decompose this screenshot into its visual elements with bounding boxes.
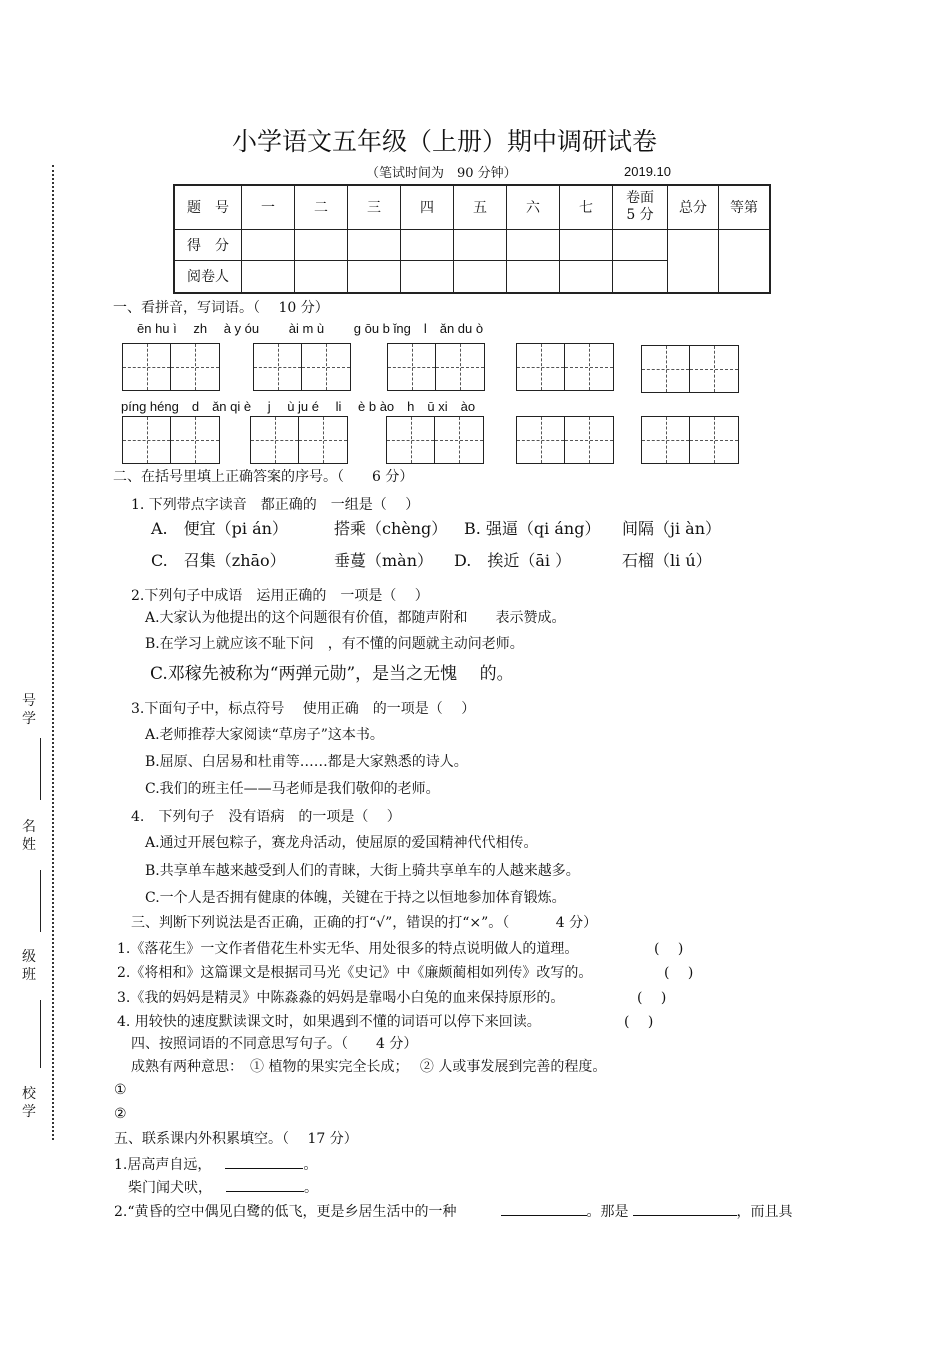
exam-date: 2019.10 [624,164,671,179]
score-cell[interactable] [613,229,668,260]
q2-3-option-b: B.屈原、白居易和杜甫等……都是大家熟悉的诗人。 [145,754,468,770]
judge-paren-1[interactable]: ( ) [654,941,684,957]
reviewer-cell[interactable] [401,260,454,293]
fill-blank[interactable] [225,1154,303,1169]
header-q3: 三 [348,185,401,229]
header-q5: 五 [454,185,507,229]
score-cell[interactable] [295,229,348,260]
judge-item-3: 3.《我的妈妈是精灵》中陈淼淼的妈妈是靠喝小白兔的血来保持原形的。 [117,990,565,1006]
fill-2-text: 2.“黄昏的空中偶见白鹭的低飞，更是乡居生活中的一种 [114,1204,457,1220]
reviewer-cell[interactable] [507,260,560,293]
q2-2-option-a: A.大家认为他提出的这个问题很有价值，都随声附和 表示赞成。 [145,610,566,626]
side-line-student-number [40,738,41,800]
score-cell[interactable] [242,229,295,260]
writing-grid[interactable] [516,416,614,464]
section3-title: 三、判断下列说法是否正确，正确的打“√”，错误的打“×”。（ 4 分） [131,915,598,931]
writing-grid[interactable] [122,416,220,464]
q2-4-option-c: C.一个人是否拥有健康的体魄，关键在于持之以恒地参加体育锻炼。 [145,890,566,906]
q2-4-option-a: A.通过开展包粽子，赛龙舟活动，使屈原的爱国精神代代相传。 [145,835,538,851]
side-label-name: 名 姓 [22,819,36,853]
writing-grid[interactable] [641,416,739,464]
fill-2 [114,1201,793,1221]
section2-title: 二、在括号里填上正确答案的序号。（ 6 分） [113,469,414,485]
fill-blank[interactable] [633,1201,737,1216]
header-q7: 七 [560,185,613,229]
reviewer-cell[interactable] [348,260,401,293]
reviewer-cell[interactable] [454,260,507,293]
q2-2-option-c: C.邓稼先被称为“两弹元勋”，是当之无愧 的。 [150,664,514,684]
q2-1-option-a2: 搭乘（chèng） [334,519,448,538]
header-total: 总分 [668,185,719,229]
score-cell[interactable] [560,229,613,260]
side-label-class: 级 班 [22,949,36,983]
fill-period: 。 [304,1180,318,1196]
writing-grid[interactable] [516,343,614,391]
writing-grid[interactable] [122,343,220,391]
score-table [173,184,771,294]
q2-3-option-c: C.我们的班主任——马老师是我们敬仰的老师。 [145,781,440,797]
grade-cell[interactable] [719,229,771,293]
q2-1-option-d1: D. 挨近（āi ） [454,551,572,570]
score-cell[interactable] [401,229,454,260]
total-cell[interactable] [668,229,719,293]
side-label-student-number: 号 学 [22,693,36,727]
judge-item-2: 2.《将相和》这篇课文是根据司马光《史记》中《廉颇蔺相如列传》改写的。 [117,965,593,981]
writing-grid[interactable] [641,345,739,393]
reviewer-cell[interactable] [242,260,295,293]
section4-meanings: 成熟有两种意思： ① 植物的果实完全长成； ② 人或事发展到完善的程度。 [131,1059,607,1075]
fill-1b [128,1177,318,1197]
writing-grid[interactable] [250,416,348,464]
row-reviewer-label: 阅卷人 [174,260,242,293]
q2-1-option-b1: B. 强逼（qi áng） [464,519,601,538]
page-title: 小学语文五年级（上册）期中调研试卷 [232,127,658,156]
binding-dotted-line [52,165,54,1140]
fill-1a-text: 1.居高声自远， [114,1157,212,1173]
exam-duration: （笔试时间为 90 分钟） [366,166,517,181]
q2-3-option-a: A.老师推荐大家阅读“草房子”这本书。 [145,727,384,743]
writing-grid[interactable] [386,416,484,464]
side-label-school: 校 学 [22,1086,36,1120]
fill-blank[interactable] [501,1201,587,1216]
header-q1: 一 [242,185,295,229]
pinyin-row-1: ēn hu ì zh à y óu ài m ù g ōu b ǐng l ǎn du ò [137,321,484,336]
header-q6: 六 [507,185,560,229]
judge-paren-4[interactable]: ( ) [624,1014,654,1030]
pinyin-row-2: píng héng d ǎn qi è j ù ju é li è b ào h ū xi ào [121,399,476,414]
q2-1-option-d2: 石榴（li ú） [622,551,712,570]
side-line-class [40,1000,41,1068]
writing-grid[interactable] [253,343,351,391]
section5-title: 五、联系课内外积累填空。（ 17 分） [114,1131,358,1147]
judge-item-1: 1.《落花生》一文作者借花生朴实无华、用处很多的特点说明做人的道理。 [117,941,579,957]
q2-1-option-b2: 间隔（ji àn） [622,519,722,538]
q2-1-option-c2: 垂蔓（màn） [334,551,434,570]
answer-marker-2: ② [114,1106,127,1122]
fill-2-mid: 。那是 [586,1204,629,1220]
q2-4-stem: 4. 下列句子 没有语病 的一项是（ ） [131,809,401,825]
fill-period: 。 [303,1157,318,1173]
q2-1-stem: 1. 下列带点字读音 都正确的 一组是（ ） [131,497,420,513]
section1-title: 一、看拼音，写词语。（ 10 分） [113,300,329,316]
q2-2-option-b: B.在学习上就应该不耻下问 ，有不懂的问题就主动问老师。 [145,636,524,652]
section4-title: 四、按照词语的不同意思写句子。（ 4 分） [131,1036,418,1052]
score-cell[interactable] [454,229,507,260]
fill-1b-text: 柴门闻犬吠， [128,1180,212,1196]
judge-paren-2[interactable]: ( ) [664,965,694,981]
row-score-label: 得 分 [174,229,242,260]
q2-2-stem: 2.下列句子中成语 运用正确的 一项是（ ） [131,588,429,604]
header-question-number: 题 号 [174,185,242,229]
answer-marker-1: ① [114,1082,127,1098]
score-cell[interactable] [507,229,560,260]
q2-1-option-c1: C. 召集（zhāo） [151,551,286,570]
header-grade: 等第 [719,185,771,229]
writing-grid[interactable] [387,343,485,391]
q2-3-stem: 3.下面句子中，标点符号 使用正确 的一项是（ ） [131,701,476,717]
side-line-name [40,870,41,932]
q2-1-option-a1: A. 便宜（pi án） [151,519,288,538]
q2-4-option-b: B.共享单车越来越受到人们的青睐，大街上骑共享单车的人越来越多。 [145,863,580,879]
fill-blank[interactable] [226,1177,304,1192]
reviewer-cell[interactable] [560,260,613,293]
reviewer-cell[interactable] [295,260,348,293]
header-q4: 四 [401,185,454,229]
score-cell[interactable] [348,229,401,260]
fill-1a [114,1154,317,1174]
fill-2-end: ，而且具 [736,1204,793,1220]
header-neatness: 卷面 5 分 [613,185,668,229]
judge-item-4: 4. 用较快的速度默读课文时，如果遇到不懂的词语可以停下来回读。 [117,1014,541,1030]
judge-paren-3[interactable]: ( ) [637,990,667,1006]
reviewer-cell[interactable] [613,260,668,293]
header-q2: 二 [295,185,348,229]
